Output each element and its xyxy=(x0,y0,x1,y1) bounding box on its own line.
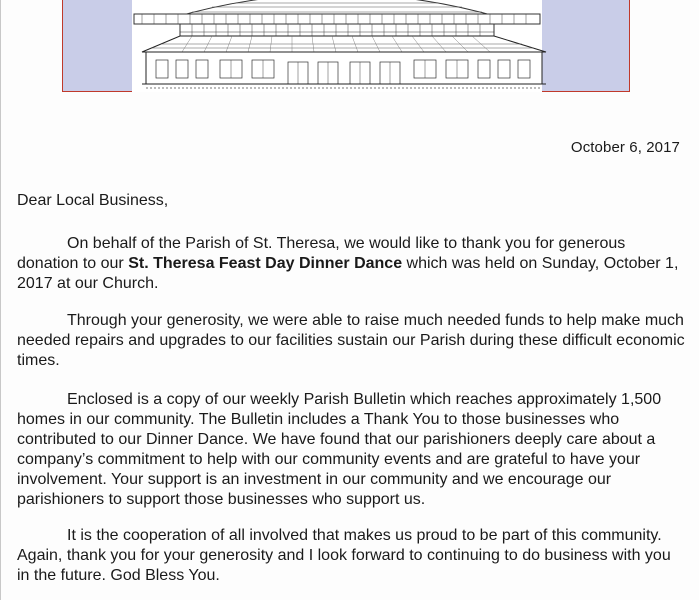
letter-date: October 6, 2017 xyxy=(570,139,680,156)
paragraph-thank-you-pre: On behalf of the Parish of St. Theresa, we would like to thank you for generous donation to our xyxy=(17,235,626,272)
page-edge-rule xyxy=(0,0,1,600)
event-name: St. Theresa Feast Day Dinner Dance xyxy=(128,255,403,272)
paragraph-bulletin: Enclosed is a copy of our weekly Parish Bulletin which reaches approximately 1,500 homes in our community. The Bulletin includes a Thank You to those businesses who contributed to our Dinner Dance. We have found that our parishioners deeply care about a company’s commitment to help with our community events and are grateful to have your involvement. Your support is an investment in our community and we encourage our parishioners to support those businesses who support us. xyxy=(17,391,662,508)
paragraph-thank-you-post: which was held on Sunday, October 1, 2017 at our Church. xyxy=(17,255,679,292)
church-building-drawing xyxy=(62,0,630,92)
paragraph-thank-you xyxy=(17,234,685,294)
salutation: Dear Local Business, xyxy=(17,192,169,209)
paragraph-closing: It is the cooperation of all involved that makes us proud to be part of this community. Again, thank you for your generosity and I look forward to continuing to do business with you in the future. God Bless You. xyxy=(17,527,671,584)
paragraph-generosity: Through your generosity, we were able to raise much needed funds to help make much needed repairs and upgrades to our facilities sustain our Parish during these difficult economic times. xyxy=(17,312,685,369)
